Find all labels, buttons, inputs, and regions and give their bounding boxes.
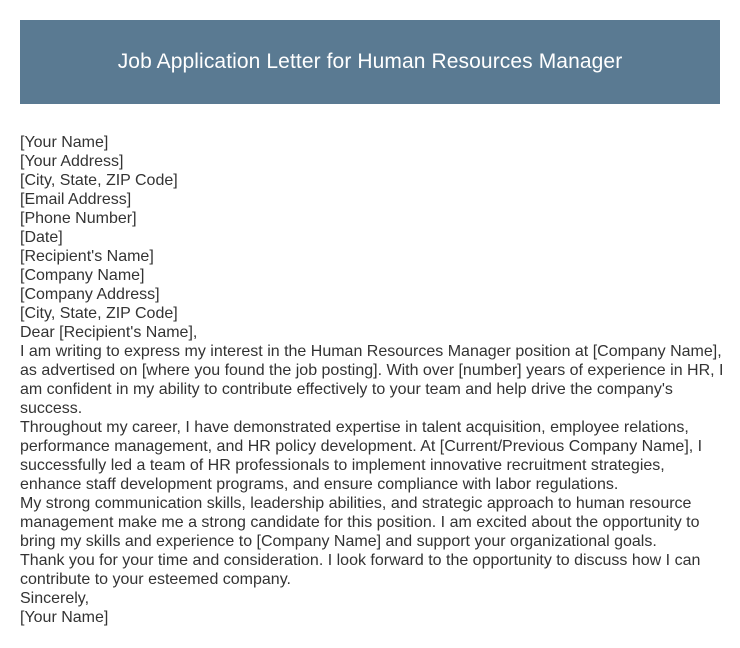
recipient-name: [Recipient's Name]: [20, 248, 154, 265]
paragraph-line: successfully led a team of HR professionals to implement innovative recruitment strategies,: [20, 457, 665, 474]
paragraph-line: I am writing to express my interest in the Human Resources Manager position at [Company Name],: [20, 343, 722, 360]
page-title: Job Application Letter for Human Resources Manager: [117, 50, 623, 73]
paragraph-line: Throughout my career, I have demonstrated expertise in talent acquisition, employee relations,: [20, 419, 689, 436]
paragraph-line: management make me a strong candidate for this position. I am excited about the opportunity to: [20, 514, 700, 531]
letter-body: [20, 133, 722, 627]
paragraph-thanks: [20, 551, 722, 589]
sender-email: [Email Address]: [20, 191, 132, 208]
paragraph-line: success.: [20, 400, 83, 417]
sender-phone: [Phone Number]: [20, 210, 137, 227]
recipient-block: [20, 247, 722, 323]
paragraph-skills: [20, 494, 722, 551]
paragraph-line: am confident in my ability to contribute effectively to your team and help drive the company's: [20, 381, 673, 398]
signature: [Your Name]: [20, 609, 109, 626]
page-header: [20, 20, 720, 104]
paragraph-line: My strong communication skills, leadership abilities, and strategic approach to human resource: [20, 495, 692, 512]
recipient-city-state-zip: [City, State, ZIP Code]: [20, 305, 178, 322]
closing: Sincerely,: [20, 590, 90, 607]
sender-block: [20, 133, 722, 247]
sender-address: [Your Address]: [20, 153, 124, 170]
paragraph-line: performance management, and HR policy development. At [Current/Previous Company Name], I: [20, 438, 703, 455]
sender-name: [Your Name]: [20, 134, 109, 151]
letter-date: [Date]: [20, 229, 63, 246]
sender-city-state-zip: [City, State, ZIP Code]: [20, 172, 178, 189]
paragraph-experience: [20, 418, 722, 494]
paragraph-line: Thank you for your time and consideration. I look forward to the opportunity to discuss how I can: [20, 552, 701, 569]
paragraph-introduction: [20, 342, 722, 418]
paragraph-line: enhance staff development programs, and ensure compliance with labor regulations.: [20, 476, 619, 493]
recipient-company: [Company Name]: [20, 267, 145, 284]
paragraph-line: contribute to your esteemed company.: [20, 571, 291, 588]
paragraph-line: as advertised on [where you found the job posting]. With over [number] years of experience in HR, I: [20, 362, 724, 379]
salutation: Dear [Recipient's Name],: [20, 324, 198, 341]
paragraph-line: bring my skills and experience to [Company Name] and support your organizational goals.: [20, 533, 657, 550]
recipient-company-address: [Company Address]: [20, 286, 160, 303]
